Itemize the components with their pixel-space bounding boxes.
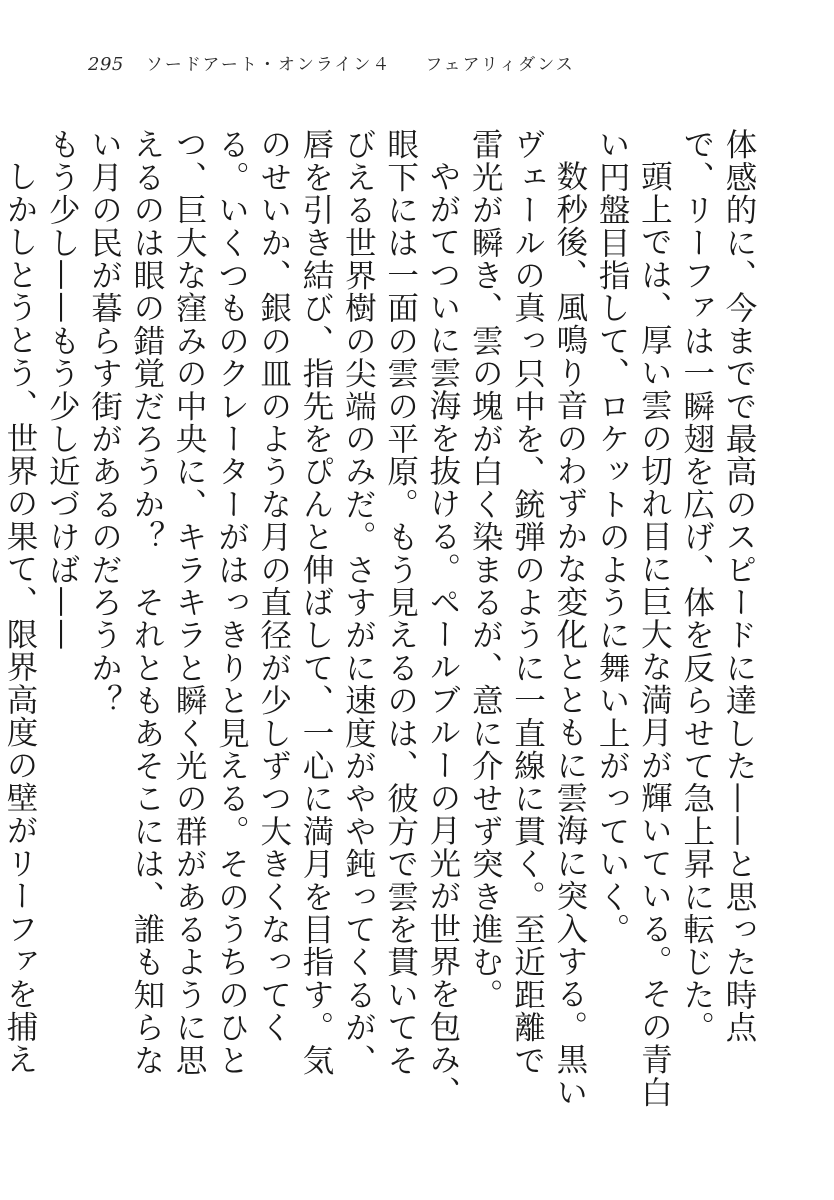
paragraph-6: しかしとうとう、世界の果て、限界高度の壁がリーファを捕え [1,159,38,1076]
paragraph-3: 数秒後、風鳴り音のわずかな変化とともに雲海に突入する。黒いヴェールの真っ只中を、銃弾のように一直線に貫く。至近距離で雷光が瞬き、雲の塊が白く染まるが、意に介せず突き進む。 [467,128,588,1108]
page-header [88,50,575,80]
chapter-title: フェアリィダンス [425,55,575,75]
book-title: ソードアート・オンライン４ [145,55,392,75]
paragraph-4: やがてついに雲海を抜ける。ペールブルーの月光が世界を包み、眼下には一面の雲の平原。もう見えるのは、彼方で雲を貫いてそびえる世界樹の尖端のみだ。さすがに速度がやや鈍ってくるが、唇を引き結び、指先をぴんと伸ばして、一心に満月を目指す。気のせいか、銀の皿のような月の直径が少しずつ大きくなってくる。いくつものクレーターがはっきりと見える。そのうちのひとつ、巨大な窪みの中央に、キラキラと瞬く光の群があるように思えるのは眼の錯覚だろうか？ それともあそこには、誰も知らない月の民が暮らす街があるのだろうか？ [86,128,461,1108]
paragraph-5: もう少し——もう少し近づけば—— [44,128,81,652]
page-number: 295 [88,54,124,75]
paragraph-1: 体感的に、今までで最高のスピードに達した——と思った時点で、リーファは一瞬翅を広げ、体を反らせて急上昇に転じた。 [678,128,757,1044]
paragraph-2: 頭上では、厚い雲の切れ目に巨大な満月が輝いている。その青白い円盤目指して、ロケットのように舞い上がっていく。 [594,128,673,1108]
vertical-text-body [1,128,760,1108]
